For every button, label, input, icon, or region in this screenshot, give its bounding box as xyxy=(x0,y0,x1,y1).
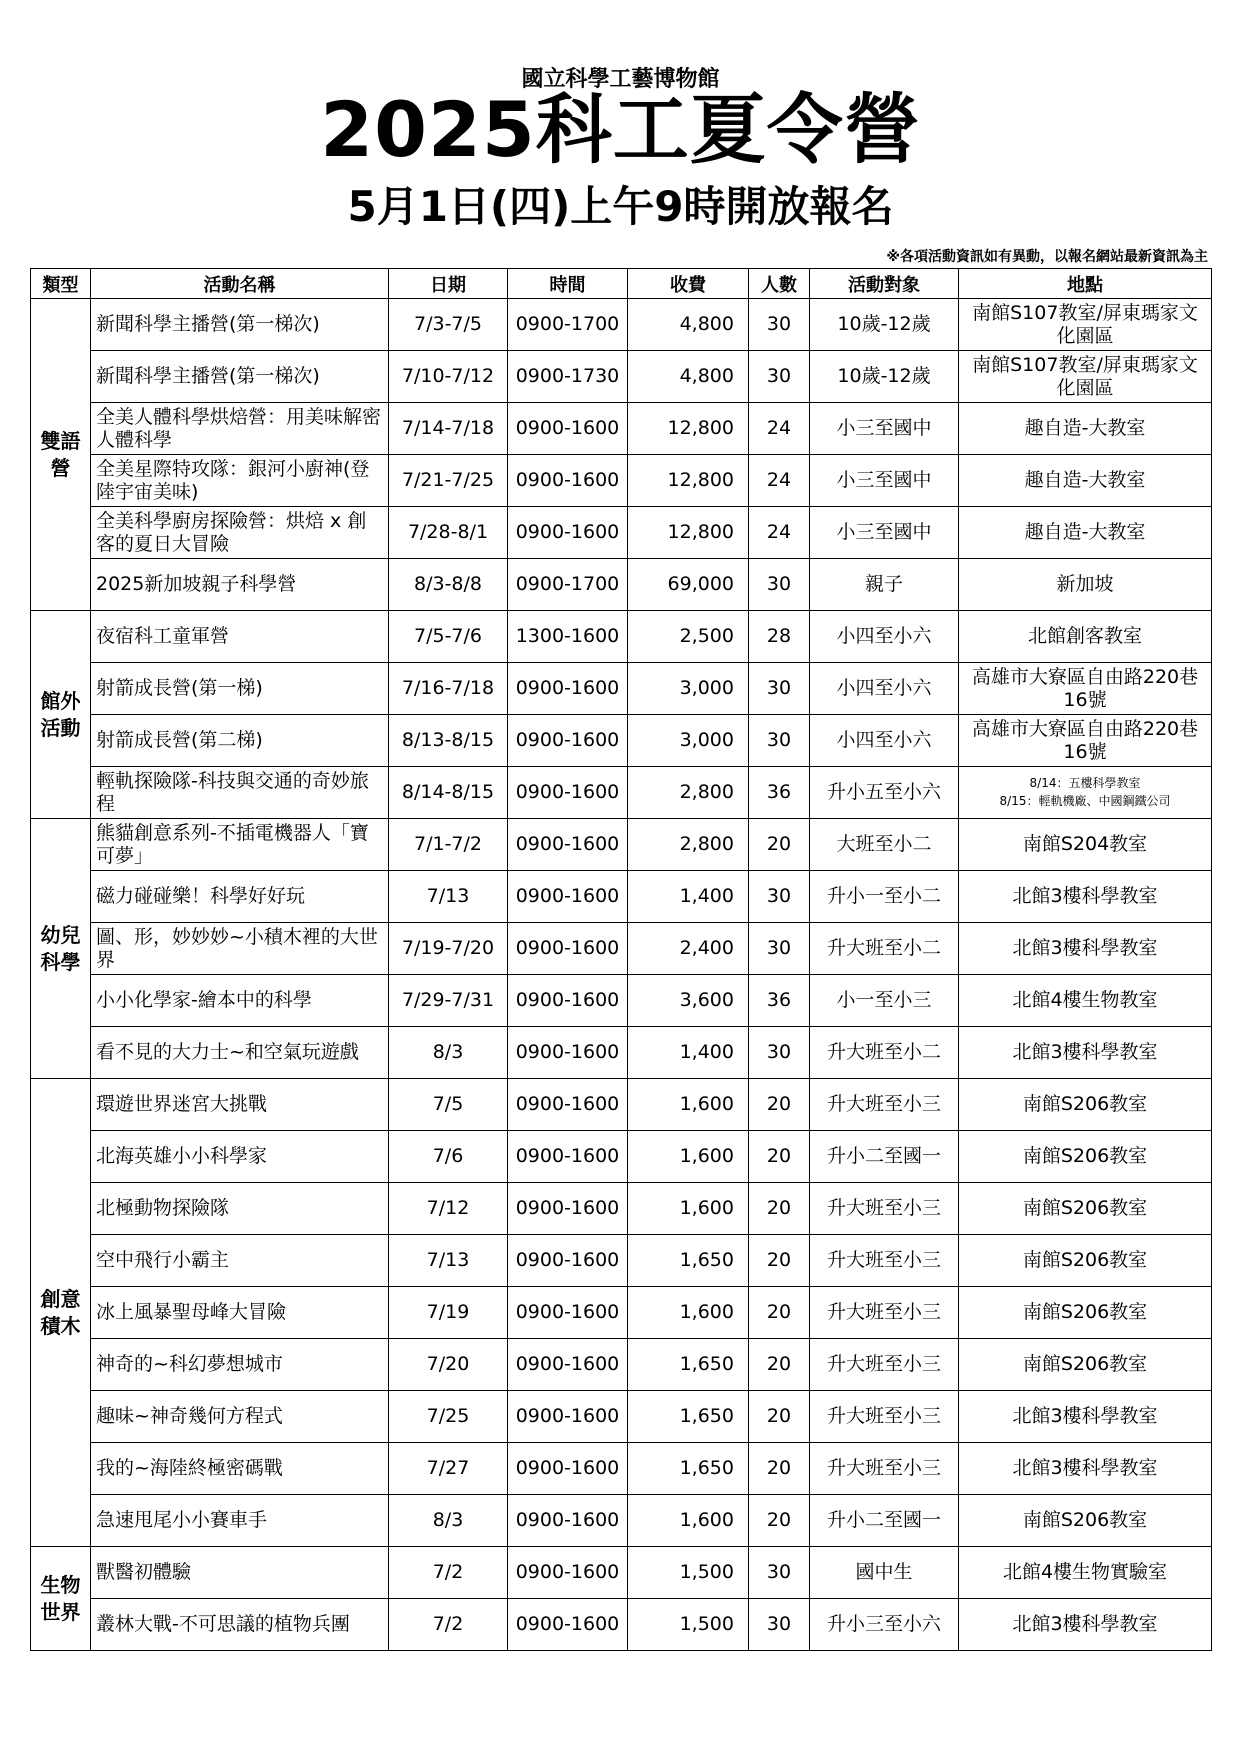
activity-target: 升大班至小三 xyxy=(810,1391,959,1443)
activity-name: 趣味~神奇幾何方程式 xyxy=(91,1391,389,1443)
activity-name: 看不見的大力士~和空氣玩遊戲 xyxy=(91,1027,389,1079)
activity-name: 夜宿科工童軍營 xyxy=(91,611,389,663)
category-label: 幼兒科學 xyxy=(40,922,81,974)
table-row xyxy=(31,1495,1212,1547)
category-label: 創意積木 xyxy=(40,1286,81,1338)
activity-name: 叢林大戰-不可思議的植物兵團 xyxy=(91,1599,389,1651)
page-title: 2025科工夏令營 xyxy=(320,85,921,174)
activity-capacity: 30 xyxy=(749,1599,810,1651)
activity-fee: 1,600 xyxy=(628,1183,749,1235)
activity-fee: 69,000 xyxy=(628,559,749,611)
activity-name: 新聞科學主播營(第一梯次) xyxy=(91,351,389,403)
activity-place: 南館S206教室 xyxy=(959,1495,1212,1547)
activity-fee: 1,500 xyxy=(628,1547,749,1599)
activity-capacity: 24 xyxy=(749,403,810,455)
table-row xyxy=(31,975,1212,1027)
activity-target: 小四至小六 xyxy=(810,611,959,663)
schedule-table xyxy=(30,268,1212,1651)
activity-capacity: 30 xyxy=(749,559,810,611)
activity-name: 射箭成長營(第一梯) xyxy=(91,663,389,715)
activity-place: 趣自造-大教室 xyxy=(959,455,1212,507)
column-header-fee: 收費 xyxy=(628,269,749,299)
activity-date: 7/21-7/25 xyxy=(389,455,508,507)
table-row xyxy=(31,819,1212,871)
activity-date: 8/13-8/15 xyxy=(389,715,508,767)
activity-capacity: 20 xyxy=(749,1339,810,1391)
activity-name: 獸醫初體驗 xyxy=(91,1547,389,1599)
activity-fee: 2,400 xyxy=(628,923,749,975)
table-row xyxy=(31,1079,1212,1131)
table-row xyxy=(31,1339,1212,1391)
activity-place: 南館S206教室 xyxy=(959,1079,1212,1131)
activity-place-line: 8/14：五樓科學教室 xyxy=(1029,776,1141,791)
activity-target: 升大班至小三 xyxy=(810,1235,959,1287)
category-label: 生物世界 xyxy=(40,1572,81,1624)
table-row xyxy=(31,1235,1212,1287)
activity-place: 北館4樓生物實驗室 xyxy=(959,1547,1212,1599)
activity-capacity: 20 xyxy=(749,1495,810,1547)
category-label: 雙語營 xyxy=(40,428,81,480)
activity-fee: 2,500 xyxy=(628,611,749,663)
activity-date: 7/19 xyxy=(389,1287,508,1339)
activity-place: 南館S206教室 xyxy=(959,1183,1212,1235)
category-cell xyxy=(31,299,91,611)
activity-date: 7/5-7/6 xyxy=(389,611,508,663)
table-row xyxy=(31,1599,1212,1651)
activity-name: 熊貓創意系列-不插電機器人「寶可夢」 xyxy=(91,819,389,871)
activity-capacity: 30 xyxy=(749,871,810,923)
table-row xyxy=(31,1547,1212,1599)
activity-fee: 3,600 xyxy=(628,975,749,1027)
activity-date: 7/1-7/2 xyxy=(389,819,508,871)
category-cell xyxy=(31,1547,91,1651)
activity-capacity: 20 xyxy=(749,1183,810,1235)
activity-place: 北館3樓科學教室 xyxy=(959,1391,1212,1443)
activity-place: 新加坡 xyxy=(959,559,1212,611)
activity-capacity: 30 xyxy=(749,923,810,975)
activity-target: 升小二至國一 xyxy=(810,1131,959,1183)
activity-fee: 2,800 xyxy=(628,819,749,871)
activity-target: 10歲-12歲 xyxy=(810,299,959,351)
activity-place: 北館3樓科學教室 xyxy=(959,871,1212,923)
activity-name: 我的~海陸終極密碼戰 xyxy=(91,1443,389,1495)
activity-time: 0900-1600 xyxy=(508,1495,628,1547)
activity-place: 高雄市大寮區自由路220巷16號 xyxy=(959,663,1212,715)
activity-fee: 1,400 xyxy=(628,1027,749,1079)
activity-time: 0900-1600 xyxy=(508,715,628,767)
activity-name: 空中飛行小霸主 xyxy=(91,1235,389,1287)
category-cell xyxy=(31,611,91,819)
category-label: 館外活動 xyxy=(40,688,81,740)
activity-time: 0900-1600 xyxy=(508,975,628,1027)
table-row xyxy=(31,1287,1212,1339)
column-header-type: 類型 xyxy=(31,269,91,299)
activity-date: 7/2 xyxy=(389,1547,508,1599)
activity-time: 0900-1600 xyxy=(508,1443,628,1495)
activity-time: 0900-1600 xyxy=(508,923,628,975)
activity-fee: 1,650 xyxy=(628,1339,749,1391)
column-header-place: 地點 xyxy=(959,269,1212,299)
activity-time: 1300-1600 xyxy=(508,611,628,663)
activity-time: 0900-1600 xyxy=(508,1339,628,1391)
activity-name: 磁力碰碰樂！科學好好玩 xyxy=(91,871,389,923)
activity-target: 國中生 xyxy=(810,1547,959,1599)
activity-fee: 1,650 xyxy=(628,1391,749,1443)
table-body xyxy=(31,299,1212,1651)
activity-time: 0900-1600 xyxy=(508,455,628,507)
activity-target: 升大班至小三 xyxy=(810,1443,959,1495)
activity-capacity: 30 xyxy=(749,663,810,715)
activity-name: 新聞科學主播營(第一梯次) xyxy=(91,299,389,351)
activity-date: 7/28-8/1 xyxy=(389,507,508,559)
activity-target: 小四至小六 xyxy=(810,663,959,715)
activity-target: 升大班至小三 xyxy=(810,1079,959,1131)
activity-target: 升小二至國一 xyxy=(810,1495,959,1547)
activity-place xyxy=(959,767,1212,819)
activity-fee: 1,650 xyxy=(628,1443,749,1495)
activity-fee: 1,600 xyxy=(628,1495,749,1547)
table-row xyxy=(31,507,1212,559)
activity-name: 輕軌探險隊-科技與交通的奇妙旅程 xyxy=(91,767,389,819)
activity-capacity: 20 xyxy=(749,1079,810,1131)
activity-place: 趣自造-大教室 xyxy=(959,507,1212,559)
column-header-time: 時間 xyxy=(508,269,628,299)
activity-time: 0900-1600 xyxy=(508,767,628,819)
activity-time: 0900-1600 xyxy=(508,663,628,715)
activity-time: 0900-1600 xyxy=(508,1131,628,1183)
activity-time: 0900-1600 xyxy=(508,871,628,923)
table-row xyxy=(31,1183,1212,1235)
table-row xyxy=(31,1391,1212,1443)
activity-place: 南館S206教室 xyxy=(959,1339,1212,1391)
activity-name: 全美科學廚房探險營：烘焙 x 創客的夏日大冒險 xyxy=(91,507,389,559)
activity-date: 7/19-7/20 xyxy=(389,923,508,975)
activity-target: 升大班至小二 xyxy=(810,1027,959,1079)
activity-date: 7/13 xyxy=(389,1235,508,1287)
activity-target: 小四至小六 xyxy=(810,715,959,767)
activity-fee: 3,000 xyxy=(628,715,749,767)
activity-fee: 1,600 xyxy=(628,1287,749,1339)
activity-date: 7/20 xyxy=(389,1339,508,1391)
activity-name: 急速甩尾小小賽車手 xyxy=(91,1495,389,1547)
activity-date: 7/10-7/12 xyxy=(389,351,508,403)
column-header-target: 活動對象 xyxy=(810,269,959,299)
activity-time: 0900-1600 xyxy=(508,819,628,871)
activity-date: 7/3-7/5 xyxy=(389,299,508,351)
activity-time: 0900-1600 xyxy=(508,1079,628,1131)
activity-place: 北館4樓生物教室 xyxy=(959,975,1212,1027)
change-notice: ※各項活動資訊如有異動，以報名網站最新資訊為主 xyxy=(886,249,1208,265)
activity-target: 小三至國中 xyxy=(810,507,959,559)
table-header-row xyxy=(31,269,1212,299)
activity-target: 升大班至小三 xyxy=(810,1183,959,1235)
activity-target: 小一至小三 xyxy=(810,975,959,1027)
activity-date: 7/2 xyxy=(389,1599,508,1651)
table-row xyxy=(31,611,1212,663)
activity-fee: 2,800 xyxy=(628,767,749,819)
activity-fee: 12,800 xyxy=(628,455,749,507)
activity-time: 0900-1600 xyxy=(508,1599,628,1651)
table-row xyxy=(31,351,1212,403)
activity-date: 7/5 xyxy=(389,1079,508,1131)
activity-name: 環遊世界迷宮大挑戰 xyxy=(91,1079,389,1131)
activity-target: 升大班至小三 xyxy=(810,1287,959,1339)
table-row xyxy=(31,1131,1212,1183)
activity-date: 8/3 xyxy=(389,1027,508,1079)
activity-time: 0900-1730 xyxy=(508,351,628,403)
activity-place: 趣自造-大教室 xyxy=(959,403,1212,455)
activity-date: 8/3 xyxy=(389,1495,508,1547)
activity-place: 北館3樓科學教室 xyxy=(959,1599,1212,1651)
activity-date: 7/12 xyxy=(389,1183,508,1235)
table-row xyxy=(31,455,1212,507)
activity-fee: 3,000 xyxy=(628,663,749,715)
table-row xyxy=(31,767,1212,819)
table-row xyxy=(31,871,1212,923)
activity-place: 北館3樓科學教室 xyxy=(959,1027,1212,1079)
activity-fee: 1,600 xyxy=(628,1131,749,1183)
activity-place: 南館S206教室 xyxy=(959,1235,1212,1287)
activity-target: 大班至小二 xyxy=(810,819,959,871)
activity-fee: 12,800 xyxy=(628,403,749,455)
activity-capacity: 30 xyxy=(749,299,810,351)
activity-name: 小小化學家-繪本中的科學 xyxy=(91,975,389,1027)
category-cell xyxy=(31,1079,91,1547)
activity-place: 高雄市大寮區自由路220巷16號 xyxy=(959,715,1212,767)
activity-target: 親子 xyxy=(810,559,959,611)
activity-target: 10歲-12歲 xyxy=(810,351,959,403)
activity-place-line: 8/15：輕軌機廠、中國鋼鐵公司 xyxy=(999,793,1171,808)
activity-capacity: 28 xyxy=(749,611,810,663)
activity-capacity: 20 xyxy=(749,1235,810,1287)
activity-time: 0900-1600 xyxy=(508,1235,628,1287)
activity-place: 南館S107教室/屏東瑪家文化園區 xyxy=(959,351,1212,403)
activity-target: 升小五至小六 xyxy=(810,767,959,819)
activity-date: 7/16-7/18 xyxy=(389,663,508,715)
activity-place: 南館S206教室 xyxy=(959,1131,1212,1183)
column-header-count: 人數 xyxy=(749,269,810,299)
activity-capacity: 30 xyxy=(749,1027,810,1079)
table-row xyxy=(31,559,1212,611)
activity-time: 0900-1600 xyxy=(508,403,628,455)
table-row xyxy=(31,923,1212,975)
table-row xyxy=(31,403,1212,455)
activity-capacity: 20 xyxy=(749,1391,810,1443)
activity-fee: 4,800 xyxy=(628,299,749,351)
activity-target: 小三至國中 xyxy=(810,403,959,455)
table-row xyxy=(31,1027,1212,1079)
activity-time: 0900-1600 xyxy=(508,1547,628,1599)
org-name: 國立科學工藝博物館 xyxy=(521,67,720,92)
activity-name: 圖、形，妙妙妙~小積木裡的大世界 xyxy=(91,923,389,975)
column-header-name: 活動名稱 xyxy=(91,269,389,299)
table-row xyxy=(31,715,1212,767)
activity-target: 升小三至小六 xyxy=(810,1599,959,1651)
activity-name: 2025新加坡親子科學營 xyxy=(91,559,389,611)
activity-capacity: 36 xyxy=(749,975,810,1027)
table-row xyxy=(31,663,1212,715)
activity-place: 北館3樓科學教室 xyxy=(959,1443,1212,1495)
activity-place: 南館S206教室 xyxy=(959,1287,1212,1339)
activity-fee: 1,500 xyxy=(628,1599,749,1651)
activity-time: 0900-1600 xyxy=(508,1027,628,1079)
activity-place: 北館創客教室 xyxy=(959,611,1212,663)
activity-name: 神奇的~科幻夢想城市 xyxy=(91,1339,389,1391)
activity-fee: 1,650 xyxy=(628,1235,749,1287)
activity-fee: 12,800 xyxy=(628,507,749,559)
activity-target: 升大班至小三 xyxy=(810,1339,959,1391)
activity-capacity: 36 xyxy=(749,767,810,819)
activity-time: 0900-1600 xyxy=(508,507,628,559)
activity-capacity: 24 xyxy=(749,455,810,507)
table-row xyxy=(31,299,1212,351)
activity-time: 0900-1600 xyxy=(508,1183,628,1235)
activity-place: 南館S204教室 xyxy=(959,819,1212,871)
activity-capacity: 30 xyxy=(749,715,810,767)
activity-name: 冰上風暴聖母峰大冒險 xyxy=(91,1287,389,1339)
activity-date: 7/29-7/31 xyxy=(389,975,508,1027)
activity-capacity: 30 xyxy=(749,1547,810,1599)
activity-capacity: 20 xyxy=(749,1443,810,1495)
activity-capacity: 24 xyxy=(749,507,810,559)
activity-name: 北極動物探險隊 xyxy=(91,1183,389,1235)
activity-date: 7/25 xyxy=(389,1391,508,1443)
activity-target: 升小一至小二 xyxy=(810,871,959,923)
category-cell xyxy=(31,819,91,1079)
activity-place: 北館3樓科學教室 xyxy=(959,923,1212,975)
activity-capacity: 20 xyxy=(749,819,810,871)
activity-capacity: 20 xyxy=(749,1131,810,1183)
activity-time: 0900-1600 xyxy=(508,1287,628,1339)
activity-date: 7/27 xyxy=(389,1443,508,1495)
activity-name: 射箭成長營(第二梯) xyxy=(91,715,389,767)
column-header-date: 日期 xyxy=(389,269,508,299)
activity-time: 0900-1600 xyxy=(508,1391,628,1443)
registration-date: 5月1日(四)上午9時開放報名 xyxy=(347,182,894,231)
activity-capacity: 30 xyxy=(749,351,810,403)
activity-fee: 1,600 xyxy=(628,1079,749,1131)
activity-date: 7/14-7/18 xyxy=(389,403,508,455)
activity-fee: 4,800 xyxy=(628,351,749,403)
table-row xyxy=(31,1443,1212,1495)
activity-name: 全美星際特攻隊：銀河小廚神(登陸宇宙美味) xyxy=(91,455,389,507)
activity-target: 小三至國中 xyxy=(810,455,959,507)
activity-name: 全美人體科學烘焙營：用美味解密人體科學 xyxy=(91,403,389,455)
activity-place: 南館S107教室/屏東瑪家文化園區 xyxy=(959,299,1212,351)
activity-fee: 1,400 xyxy=(628,871,749,923)
activity-capacity: 20 xyxy=(749,1287,810,1339)
activity-date: 8/14-8/15 xyxy=(389,767,508,819)
activity-date: 8/3-8/8 xyxy=(389,559,508,611)
activity-target: 升大班至小二 xyxy=(810,923,959,975)
activity-name: 北海英雄小小科學家 xyxy=(91,1131,389,1183)
activity-date: 7/6 xyxy=(389,1131,508,1183)
activity-date: 7/13 xyxy=(389,871,508,923)
activity-time: 0900-1700 xyxy=(508,559,628,611)
activity-time: 0900-1700 xyxy=(508,299,628,351)
